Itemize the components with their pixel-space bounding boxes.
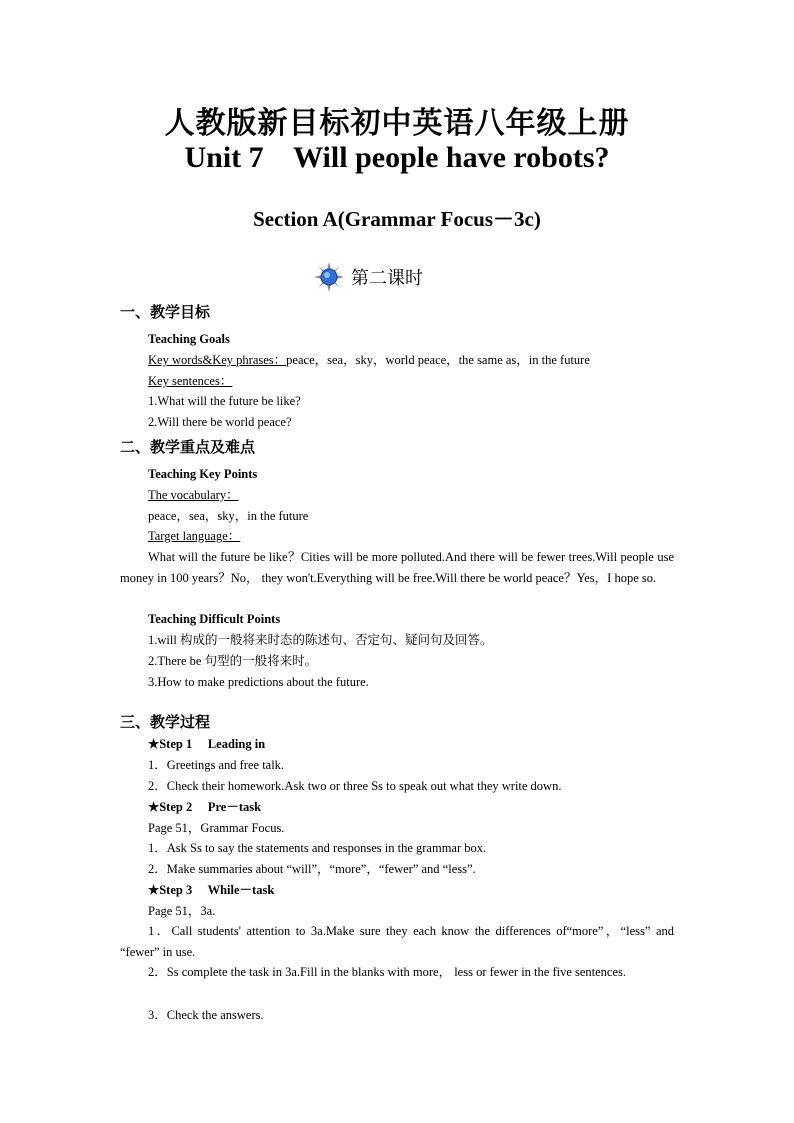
vocab-label: The vocabulary：	[148, 488, 239, 502]
key-points-heading: 二、教学重点及难点	[120, 438, 256, 456]
period-label: 第二课时	[351, 268, 423, 289]
step3-item-1: 1．Call students' attention to 3a.Make sure they each know the differences of“more”，“less” and “fewer” in use.	[120, 924, 674, 959]
sentence-1: 1.What will the future be like?	[148, 394, 301, 408]
sentence-2: 2.Will there be world peace?	[148, 415, 292, 429]
target-paragraph: What will the future be like？Cities will be more polluted.And there will be fewer trees.Will people use money in 100 years？No， they won't.Everything will be free.Will there be world peace？Yes，I hope so.	[120, 550, 674, 585]
difficult-2: 2.There be 句型的一般将来时。	[148, 654, 318, 668]
step2-item-1: 1．Ask Ss to say the statements and responses in the grammar box.	[148, 841, 487, 855]
difficult-3: 3.How to make predictions about the future.	[148, 675, 369, 689]
step1-item-1: 1．Greetings and free talk.	[148, 758, 285, 772]
step3-item-2: 2．Ss complete the task in 3a.Fill in the blanks with more， less or fewer in the five sentences.	[148, 965, 627, 979]
step3-title: ★Step 3 While－task	[148, 883, 275, 897]
process-heading: 三、教学过程	[120, 713, 211, 731]
step2-page: Page 51，Grammar Focus.	[148, 821, 285, 835]
step1-item-2: 2．Check their homework.Ask two or three Ss to speak out what they write down.	[148, 779, 562, 793]
goals-heading: 一、教学目标	[120, 303, 211, 321]
key-words-label: Key words&Key phrases：	[148, 353, 287, 367]
step1-title: ★Step 1 Leading in	[148, 737, 266, 751]
step2-item-2: 2．Make summaries about “will”，“more”，“fewer” and “less”.	[148, 862, 476, 876]
difficult-1: 1.will 构成的一般将来时态的陈述句、否定句、疑问句及回答。	[148, 633, 493, 647]
target-label: Target language：	[148, 529, 241, 543]
period-header	[313, 261, 423, 293]
key-words-line	[148, 352, 590, 368]
step3-page: Page 51，3a.	[148, 904, 216, 918]
step3-item-3: 3．Check the answers.	[148, 1008, 264, 1022]
step2-title: ★Step 2 Pre－task	[148, 800, 262, 814]
title-chinese: 人教版新目标初中英语八年级上册	[164, 107, 630, 140]
sun-badge-icon	[313, 261, 345, 293]
difficult-heading: Teaching Difficult Points	[148, 612, 281, 626]
key-words-text: peace，sea，sky，world peace，the same as，in the future	[286, 353, 590, 367]
section-title: Section A(Grammar Focus－3c)	[253, 207, 541, 231]
key-sentences-label: Key sentences：	[148, 374, 233, 388]
title-english: Unit 7 Will people have robots?	[184, 141, 610, 174]
vocab-text: peace，sea，sky，in the future	[148, 509, 309, 523]
goals-subheading: Teaching Goals	[148, 332, 230, 346]
key-points-subheading: Teaching Key Points	[148, 467, 258, 481]
